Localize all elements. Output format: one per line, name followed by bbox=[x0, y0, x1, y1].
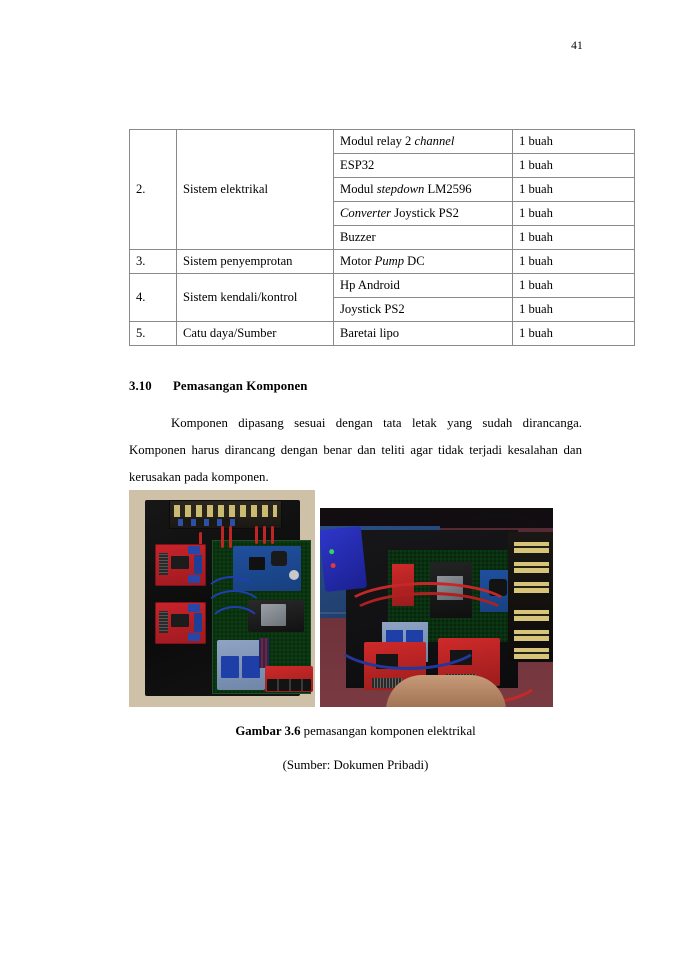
terminal-strip bbox=[514, 582, 549, 593]
cell-no: 2. bbox=[130, 130, 177, 250]
terminal-strip bbox=[514, 562, 549, 573]
item-text-plain: Hp Android bbox=[340, 277, 400, 292]
driver-chip bbox=[171, 556, 189, 569]
cell-item bbox=[334, 322, 513, 346]
red-wire bbox=[263, 526, 266, 544]
hand bbox=[386, 675, 506, 707]
cell-qty: 1 buah bbox=[513, 154, 635, 178]
item-text-plain: Modul bbox=[340, 181, 377, 196]
relay-unit bbox=[221, 656, 239, 678]
red-wire bbox=[221, 526, 224, 548]
ribbon-cable bbox=[259, 638, 269, 668]
status-led-red bbox=[330, 563, 335, 568]
screw-terminal bbox=[188, 633, 200, 641]
figure-3-6 bbox=[129, 490, 553, 708]
cell-system: Catu daya/Sumber bbox=[177, 322, 334, 346]
terminal-strip bbox=[514, 630, 549, 641]
screw-terminal bbox=[188, 575, 200, 583]
table-body bbox=[130, 130, 635, 346]
figure-caption bbox=[129, 724, 582, 739]
cell-qty: 1 buah bbox=[513, 250, 635, 274]
motor-driver-module bbox=[155, 602, 206, 644]
item-text-plain: Modul relay 2 bbox=[340, 133, 415, 148]
item-text-plain: Motor bbox=[340, 253, 375, 268]
table-row bbox=[130, 250, 635, 274]
cell-item bbox=[334, 154, 513, 178]
black-wire bbox=[450, 514, 546, 560]
cell-qty: 1 buah bbox=[513, 298, 635, 322]
regulator-ic bbox=[249, 557, 265, 570]
relay-module-2-channel bbox=[217, 640, 265, 690]
red-wire bbox=[229, 526, 232, 548]
section-number: 3.10 bbox=[129, 379, 152, 393]
driver-chip bbox=[171, 614, 189, 627]
figure-source: (Sumber: Dokumen Pribadi) bbox=[282, 758, 429, 772]
item-text-plain-2: DC bbox=[404, 253, 425, 268]
inductor bbox=[271, 551, 287, 566]
pin-header bbox=[194, 555, 202, 574]
cell-qty: 1 buah bbox=[513, 226, 635, 250]
heatsink bbox=[159, 553, 168, 575]
table-row bbox=[130, 322, 635, 346]
item-text-plain: Buzzer bbox=[340, 229, 376, 244]
terminal-strip bbox=[514, 610, 549, 621]
terminal-block bbox=[169, 500, 282, 529]
connector-housing bbox=[267, 679, 311, 691]
cell-item bbox=[334, 226, 513, 250]
cell-system: Sistem kendali/kontrol bbox=[177, 274, 334, 322]
item-text-plain: Joystick PS2 bbox=[340, 301, 405, 316]
item-text-plain-2: Joystick PS2 bbox=[391, 205, 459, 220]
item-text-italic: Pump bbox=[374, 253, 405, 268]
item-text-plain: ESP32 bbox=[340, 157, 375, 172]
cell-qty: 1 buah bbox=[513, 202, 635, 226]
table-row bbox=[130, 274, 635, 298]
item-text-plain-2: LM2596 bbox=[424, 181, 472, 196]
status-led-green bbox=[329, 549, 334, 554]
ps2-joystick-converter bbox=[265, 666, 313, 692]
item-text-italic: channel bbox=[414, 133, 455, 148]
page-number: 41 bbox=[571, 40, 583, 52]
terminal-screws bbox=[174, 505, 277, 517]
cell-item bbox=[334, 178, 513, 202]
lipo-battery bbox=[320, 526, 367, 592]
section-title: Pemasangan Komponen bbox=[173, 379, 308, 393]
photo-right-components-in-situ bbox=[320, 508, 553, 707]
cell-system: Sistem elektrikal bbox=[177, 130, 334, 250]
table-row bbox=[130, 130, 635, 154]
cell-qty: 1 buah bbox=[513, 274, 635, 298]
photo-left-components-top-view bbox=[129, 490, 315, 707]
cell-no: 4. bbox=[130, 274, 177, 322]
motor-driver-module bbox=[155, 544, 206, 586]
item-text-plain: Baretai lipo bbox=[340, 325, 400, 340]
item-text-italic: stepdown bbox=[376, 181, 425, 196]
cell-item bbox=[334, 298, 513, 322]
red-wire bbox=[271, 526, 274, 544]
screw-terminal bbox=[188, 604, 200, 612]
cell-qty: 1 buah bbox=[513, 178, 635, 202]
capacitor bbox=[289, 570, 299, 580]
figure-caption-text: pemasangan komponen elektrikal bbox=[300, 724, 476, 738]
cell-item bbox=[334, 130, 513, 154]
section-paragraph: Komponen dipasang sesuai dengan tata letak yang sudah dirancanga. Komponen harus dirancang dengan benar dan teliti agar tidak terjadi kesalahan dan kerusakan pada komponen. bbox=[129, 416, 582, 484]
relay-unit bbox=[242, 656, 260, 678]
components-table bbox=[129, 129, 635, 346]
section-heading bbox=[129, 379, 308, 394]
terminal-lugs bbox=[178, 519, 238, 526]
cell-system: Sistem penyemprotan bbox=[177, 250, 334, 274]
figure-caption-label: Gambar 3.6 bbox=[235, 724, 301, 738]
cell-qty: 1 buah bbox=[513, 130, 635, 154]
cell-qty: 1 buah bbox=[513, 322, 635, 346]
pin-header bbox=[194, 613, 202, 632]
cell-item bbox=[334, 274, 513, 298]
red-wire bbox=[255, 526, 258, 544]
item-text-italic: Converter bbox=[340, 205, 392, 220]
cell-no: 5. bbox=[130, 322, 177, 346]
cell-item bbox=[334, 202, 513, 226]
cell-item bbox=[334, 250, 513, 274]
cell-no: 3. bbox=[130, 250, 177, 274]
screw-terminal bbox=[188, 546, 200, 554]
heatsink bbox=[159, 611, 168, 633]
